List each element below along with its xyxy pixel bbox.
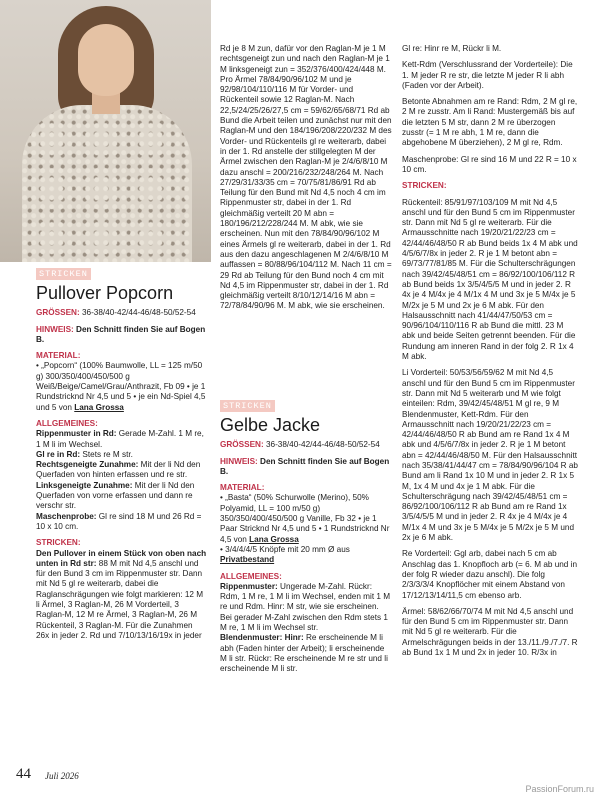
term-desc: Gerade M-Zahl. 1 M re, 1 M li im Wechsel. — [36, 429, 204, 449]
col3-probe: Maschenprobe: Gl re sind 16 M und 22 R = 10 x 10 cm. — [402, 154, 577, 174]
term-desc: Mit der li Nd den Querfaden von vorne erfassen und dann re verschr str. — [36, 480, 195, 511]
col3-knit-label: STRICKEN: — [402, 181, 447, 191]
hint-text: Den Schnitt finden Sie auf Bogen B. — [220, 456, 390, 476]
term: Rechtsgeneigte Zunahme: — [36, 460, 139, 470]
hint-label: HINWEIS: — [36, 324, 74, 334]
jacke-section — [220, 400, 392, 681]
brand-link[interactable]: Lana Grossa — [74, 402, 124, 412]
term: Maschenprobe: — [36, 511, 97, 521]
watermark: PassionForum.ru — [525, 784, 594, 794]
jacke-title: Gelbe Jacke — [220, 415, 321, 436]
pullover-continued — [220, 44, 392, 318]
material-label: MATERIAL: — [36, 351, 81, 361]
term-desc: Stets re M str. — [80, 449, 133, 459]
knit-text: 88 M mit Nd 4,5 anschl und für den Bund 3 cm im Rippenmuster str. Dann mit Nd 5 gl re weiterarb, dabei die Raglanschrägungen wie folgt markieren: 12 M li Ärmel, 3 Raglan-M, 26 M Vorderteil, 3 Raglan-M, 12 M re Ärmel, 3 Raglan-M, 26 M Rückenteil, 3 Raglan-M. Für die Zunahmen 26x in jeder 2. Rd und 7/10/13/16/19x in jeder — [36, 558, 204, 640]
term: Rippenmuster in Rd: — [36, 429, 117, 439]
buttons-text: • 3/4/4/4/5 Knöpfe mit 20 mm Ø aus — [220, 544, 350, 554]
material-label: MATERIAL: — [220, 483, 265, 493]
hint-text: Den Schnitt finden Sie auf Bogen B. — [36, 324, 206, 344]
col3-vorder: Li Vorderteil: 50/53/56/59/62 M mit Nd 4,5 anschl und für den Bund 5 cm im Rippenmuster str. Dann mit Nd 5 weiterarb und M wie folgt einteilen: Rdm, 39/42/45/48/51 M gl re, 9 M Blendenmuster, Kett-Rdm. Für den Armausschnitt nach 19/20/21/22/23 cm = 42/44/46/48/50 R ab Bund am re Rand 1x 4 M abk und 4/5/6/7/8x in jeder 2. R je 1 M betont abn = 42/44/46/48/50 M. Für den Halsausschnitt nach 35/38/41/44/47 cm = 78/84/90/96/104 R ab Bund am li Rand 1x 10 M und in jeder 2. R 1x 5 M, 1x 4 M und 4x je 1 M abk. Für die Schulterschrägung nach 39/42/45/48/51 cm = 86/92/100/106/112 R ab Bund am re Rand 1x 3/5/4/5/5 M und in jeder 2. R 4x je 4 M/4x je 4 M/1x 4 M und 3x je 5 M/4x je 5 M/2x je 5 M und 2x je 6 M abk. — [402, 368, 578, 543]
col3-aermel: Ärmel: 58/62/66/70/74 M mit Nd 4,5 anschl und für den Bund 5 cm im Rippenmuster str. Dann mit Nd 5 gl re weiterarb. Für die Armelschrägungen beids in der 13./11./9./7./7. R ab Bund 1x 1 M und 2x in jeder 10. R/3x in — [402, 606, 578, 658]
term: Rippenmuster: — [220, 581, 278, 591]
term-desc: Mit der li Nd den Querfaden von hinten erfassen und re str. — [36, 460, 201, 480]
col3-kett: Kett-Rdm (Verschlussrand der Vorderteile): Die 1. M jeder R re str, die letzte M jeder R li abh (Faden vor der Arbeit). — [402, 60, 573, 90]
sizes-label: GRÖSSEN: — [36, 308, 80, 318]
term: Linksgeneigte Zunahme: — [36, 480, 133, 490]
pullover-section — [36, 268, 208, 647]
section-tag: STRICKEN — [220, 400, 275, 412]
issue-label: Juli 2026 — [45, 771, 79, 781]
knit-label: STRICKEN: — [36, 538, 81, 548]
knit-bold: Den Pullover in einem Stück von oben nach unten in Rd str: — [36, 548, 207, 568]
brand-link[interactable]: Lana Grossa — [249, 534, 299, 544]
hint-label: HINWEIS: — [220, 456, 258, 466]
general-label: ALLGEMEINES: — [220, 571, 282, 581]
general-label: ALLGEMEINES: — [36, 418, 98, 428]
model-photo — [0, 0, 211, 262]
section-tag: STRICKEN — [36, 268, 91, 280]
term-desc: Re erscheinende M li abh (Faden hinter der Arbeit); li erscheinende M li str. Rückr: Re erscheinende M re str und li erscheinende M li str. — [220, 633, 388, 674]
buttons-brand[interactable]: Privatbestand — [220, 555, 275, 565]
jacke-continued — [402, 44, 578, 664]
page-number: 44 — [16, 766, 31, 782]
col3-betonte: Betonte Abnahmen am re Rand: Rdm, 2 M gl re, 2 M re zusstr. Am li Rand: Mustergemäß bis auf die letzten 5 M str, dann 2 M re überzogen zusstr (= 1 M re abh, 1 M re, dann die abgehobene M überziehen), 2 M gl re, Rdm. — [402, 97, 578, 148]
col3-intro: Gl re: Hinr re M, Rückr li M. — [402, 44, 502, 53]
term-desc: Ungerade M-Zahl. Rückr: Rdm, 1 M re, 1 M li im Wechsel, enden mit 1 M re und Rdm. Hinr: M str, wie sie erscheinen. Bei gerader M-Zahl zwischen den Rdm stets 1 M re, 1 M li im Wechsel str. — [220, 581, 391, 633]
term-desc: Gl re sind 18 M und 26 Rd = 10 x 10 cm. — [36, 511, 202, 531]
pullover-title: Pullover Popcorn — [36, 283, 174, 304]
term: Gl re in Rd: — [36, 449, 81, 459]
material-text: • „Basta“ (50% Schurwolle (Merino), 50% Polyamid, LL = 100 m/50 g) 350/350/400/450/500 g Vanille, Fb 32 • je 1 Paar Stricknd Nr 4,5 und 5 • 1 Rundstricknd Nr 4,5 von — [220, 493, 390, 544]
material-text: • „Popcorn“ (100% Baumwolle, LL = 125 m/50 g) 300/350/400/450/500 g Weiß/Beige/Camel/Grau/Anthrazit, Fb 09 • je 1 Rundstricknd Nr 4,5 und 5 • je ein Nd-Spiel 4,5 und 5 von — [36, 361, 206, 412]
term: Blendenmuster: Hinr: — [220, 633, 304, 643]
col3-ruecken: Rückenteil: 85/91/97/103/109 M mit Nd 4,5 anschl und für den Bund 5 cm im Rippenmuster str. Dann mit Nd 5 gl re weiterarb. Für die Armausschnitte nach 19/20/21/22/23 cm = 42/44/46/48/50 R ab Bund beids 1x 4 M abk und 4/5/6/7/8x in jeder 2. R je 1 M betont abn = 69/73/77/81/85 M. Für die Schulterschrägungen nach 39/42/45/48/51 cm = 86/92/100/106/112 R ab Bund beids 1x 3/5/4/5/5 M und in jeder 2. R 4x je 4 M/4x je 4 M/1x 4 M und 3x je 5 M/4x je 5 M/2x je 5 M und 2x je 6 M abk. Für den Halsausschnitt nach 41/44/47/50/53 cm = 90/96/104/110/116 R ab Bund die mittl. 23 M abk und beide Seiten getrennt beenden. Für die Rundung am inneren Rand in der folg 2. R 1x 4 M abk. — [402, 197, 578, 362]
col3-revorder: Re Vorderteil: Ggl arb, dabei nach 5 cm ab Anschlag das 1. Knopfloch arb (= 6. M ab und in der folg R wieder dazu anschl). Die folg 2/3/3/3/4 Knopflöcher mit einem Abstand von 17/12/13/14/11,5 cm ebenso arb. — [402, 549, 578, 600]
pullover-continued-text: Rd je 8 M zun, dafür vor den Raglan-M je 1 M rechtsgeneigt zun und nach den Raglan-M je 1 M linksgeneigt zun = 352/376/400/424/448 M. Pro Ärmel 78/84/90/96/102 M und je 92/98/104/110/116 M für Vorder- und Rückenteil sowie 12 Raglan-M. Nach 22,5/24/25/26/27,5 cm = 59/62/65/68/71 Rd ab Bund die Arbeit teilen und zunächst nur mit den Raglan-M und den 184/196/208/220/232 M des Vorder- und Rückenteils gl re weiterarb, dabei in der 1. Rd anstelle der stillgelegten M der Ärmel zwischen den Raglan-M je 2/4/6/8/10 M dazu anschl = 200/216/232/248/264 M. Nach 27/29/31/33/35 cm = 70/75/81/86/91 Rd ab Teilung für den Bund mit Nd 4,5 noch 4 cm im Rippenmuster str, dabei in der 1. Rd gleichmäßig verteilt 20 M abn = 180/196/212/228/244 M. M abk, wie sie erscheinen. Nun mit den 78/84/90/96/102 M eines Ärmels gl re weiterarb, dabei in der 1. Rd aus den dazu angeschlagenen M 2/4/6/8/10 M auffassen = 80/88/96/104/112 M. Nach 11 cm = 29 Rd ab Teilung für den Bund noch 4 cm mit Nd 4,5 im Rippenmuster str, dabei in der 1. Rd gleichmäßig verteilt 8/10/12/14/16 M abn = 72/78/84/90/96 M. M abk, wie sie erscheinen. — [220, 44, 392, 311]
sizes-label: GRÖSSEN: — [220, 440, 264, 450]
sizes-value: 36-38/40-42/44-46/48-50/52-54 — [81, 308, 196, 318]
sizes-value: 36-38/40-42/44-46/48-50/52-54 — [265, 440, 380, 450]
